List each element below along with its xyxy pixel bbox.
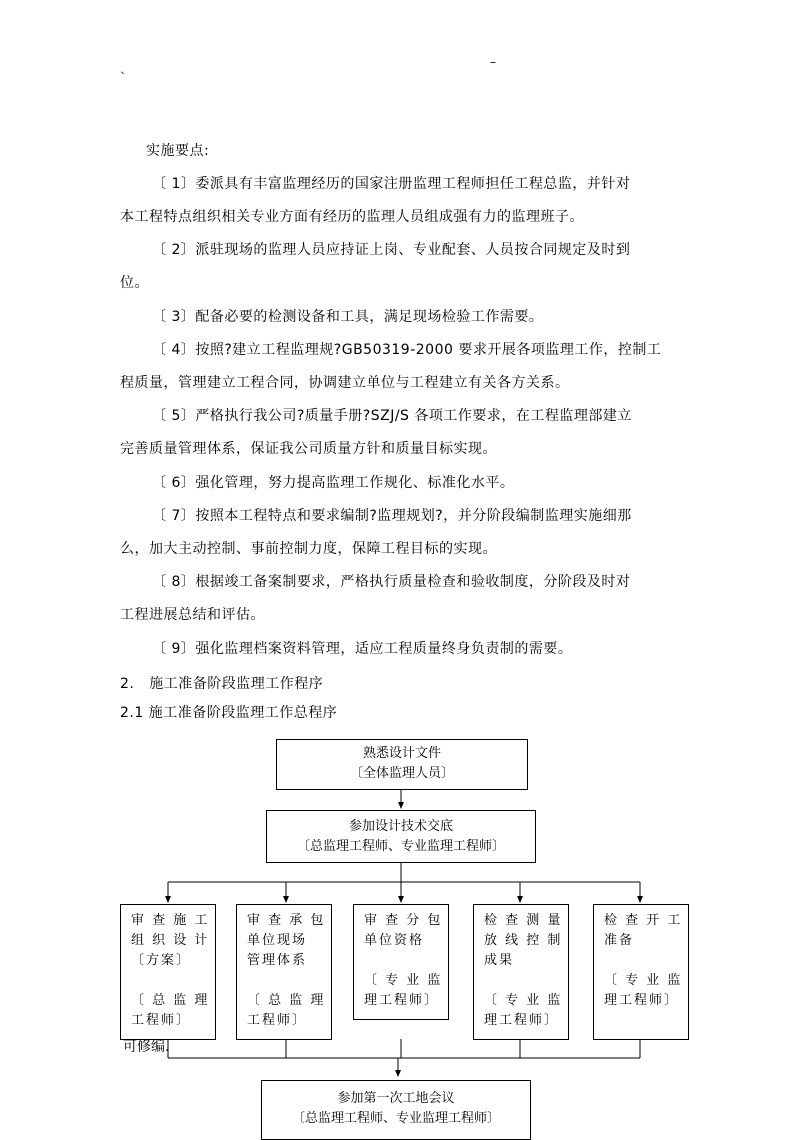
branch-line: 审 查 分 包 <box>364 913 443 928</box>
flow-box-review-construction-plan <box>120 904 216 1040</box>
branch-line: 审 查 施 工 <box>131 913 210 928</box>
flow-box-review-contractor-mgmt <box>236 904 332 1040</box>
item-4-line-2: 程质量，管理建立工程合同，协调建立单位与工程建立有关各方关系。 <box>120 375 570 391</box>
flow-box-title: 参加第一次工地会议 <box>337 1091 455 1106</box>
branch-line: 理工程师〕 <box>364 993 440 1008</box>
flow-box-check-survey-results <box>473 904 569 1040</box>
item-7-line-1: 〔 7〕按照本工程特点和要求编制?监理规划?，并分阶段编制监理实施细那 <box>152 508 632 524</box>
item-4-line-1: 〔 4〕按照?建立工程监理规?GB50319-2000 要求开展各项监理工作，控制工 <box>152 342 662 358</box>
item-8-line-1: 〔 8〕根据竣工备案制要求，严格执行质量检查和验收制度，分阶段及时对 <box>152 574 631 590</box>
flow-box-title: 熟悉设计文件 <box>362 746 441 761</box>
flow-box-familiarize-design <box>276 739 528 790</box>
branch-line: 〔方案〕 <box>131 953 192 968</box>
branch-line: 检 查 开 工 <box>604 913 683 928</box>
branch-line: 工程师〕 <box>131 1013 192 1028</box>
item-7-line-2: 么，加大主动控制、事前控制力度，保障工程目标的实现。 <box>120 541 497 557</box>
item-6-line-1: 〔 6〕强化管理，努力提高监理工作规化、标准化水平。 <box>152 475 515 491</box>
item-1-line-1: 〔 1〕委派具有丰富监理经历的国家注册监理工程师担任工程总监，并针对 <box>152 176 631 192</box>
branch-line: 准备 <box>604 933 635 948</box>
implementation-heading: 实施要点: <box>146 143 210 159</box>
branch-line <box>121 971 215 991</box>
flow-box-title: 参加设计技术交底 <box>348 819 453 834</box>
header-mark: ˎ <box>120 60 126 74</box>
branch-line: 〔 总 监 理 <box>131 993 210 1008</box>
item-3-line-1: 〔 3〕配备必要的检测设备和工具，满足现场检验工作需要。 <box>152 309 544 325</box>
branch-line: 理工程师〕 <box>604 993 680 1008</box>
branch-line: 〔 专 业 监 <box>604 973 683 988</box>
branch-line: 单位资格 <box>364 933 425 948</box>
branch-line: 单位现场 <box>247 933 308 948</box>
branch-line: 管理体系 <box>247 953 308 968</box>
flow-box-sub: 〔总监理工程师、专业监理工程师〕 <box>296 839 505 854</box>
flow-box-sub: 〔总监理工程师、专业监理工程师〕 <box>291 1111 500 1126</box>
branch-line <box>237 971 331 991</box>
flow-box-design-disclosure <box>266 810 536 863</box>
branch-line: 组 织 设 计 <box>131 933 210 948</box>
flow-box-review-subcontractor <box>353 904 449 1020</box>
item-2-line-1: 〔 2〕派驻现场的监理人员应持证上岗、专业配套、人员按合同规定及时到 <box>152 242 631 258</box>
branch-line <box>474 971 568 991</box>
item-5-line-2: 完善质量管理体系，保证我公司质量方针和质量目标实现。 <box>120 441 497 457</box>
section-title: 2. 施工准备阶段监理工作程序 <box>120 676 324 692</box>
footer-text: 可修编. <box>123 1039 170 1055</box>
item-2-line-2: 位。 <box>120 275 149 291</box>
branch-line: 理工程师〕 <box>484 1013 560 1028</box>
section-subtitle: 2.1 施工准备阶段监理工作总程序 <box>120 705 338 721</box>
flow-box-check-start-prep <box>593 904 689 1040</box>
flow-box-sub: 〔全体监理人员〕 <box>349 766 454 781</box>
branch-line: 〔 专 业 监 <box>484 993 563 1008</box>
branch-line: 〔 专 业 监 <box>364 973 443 988</box>
branch-line: 审 查 承 包 <box>247 913 326 928</box>
flow-box-first-site-meeting <box>261 1080 531 1140</box>
branch-line: 〔 总 监 理 <box>247 993 326 1008</box>
branch-line <box>594 951 688 971</box>
branch-line: 工程师〕 <box>247 1013 308 1028</box>
branch-line: 检 查 测 量 <box>484 913 563 928</box>
item-8-line-2: 工程进展总结和评估。 <box>120 607 265 623</box>
branch-line <box>354 951 448 971</box>
item-5-line-1: 〔 5〕严格执行我公司?质量手册?SZJ/S 各项工作要求，在工程监理部建立 <box>152 408 632 424</box>
header-dash: – <box>490 55 496 69</box>
branch-line: 放 线 控 制 <box>484 933 563 948</box>
item-1-line-2: 本工程特点组织相关专业方面有经历的监理人员组成强有力的监理班子。 <box>120 209 584 225</box>
branch-line: 成果 <box>484 953 515 968</box>
item-9-line-1: 〔 9〕强化监理档案资料管理，适应工程质量终身负责制的需要。 <box>152 641 573 657</box>
